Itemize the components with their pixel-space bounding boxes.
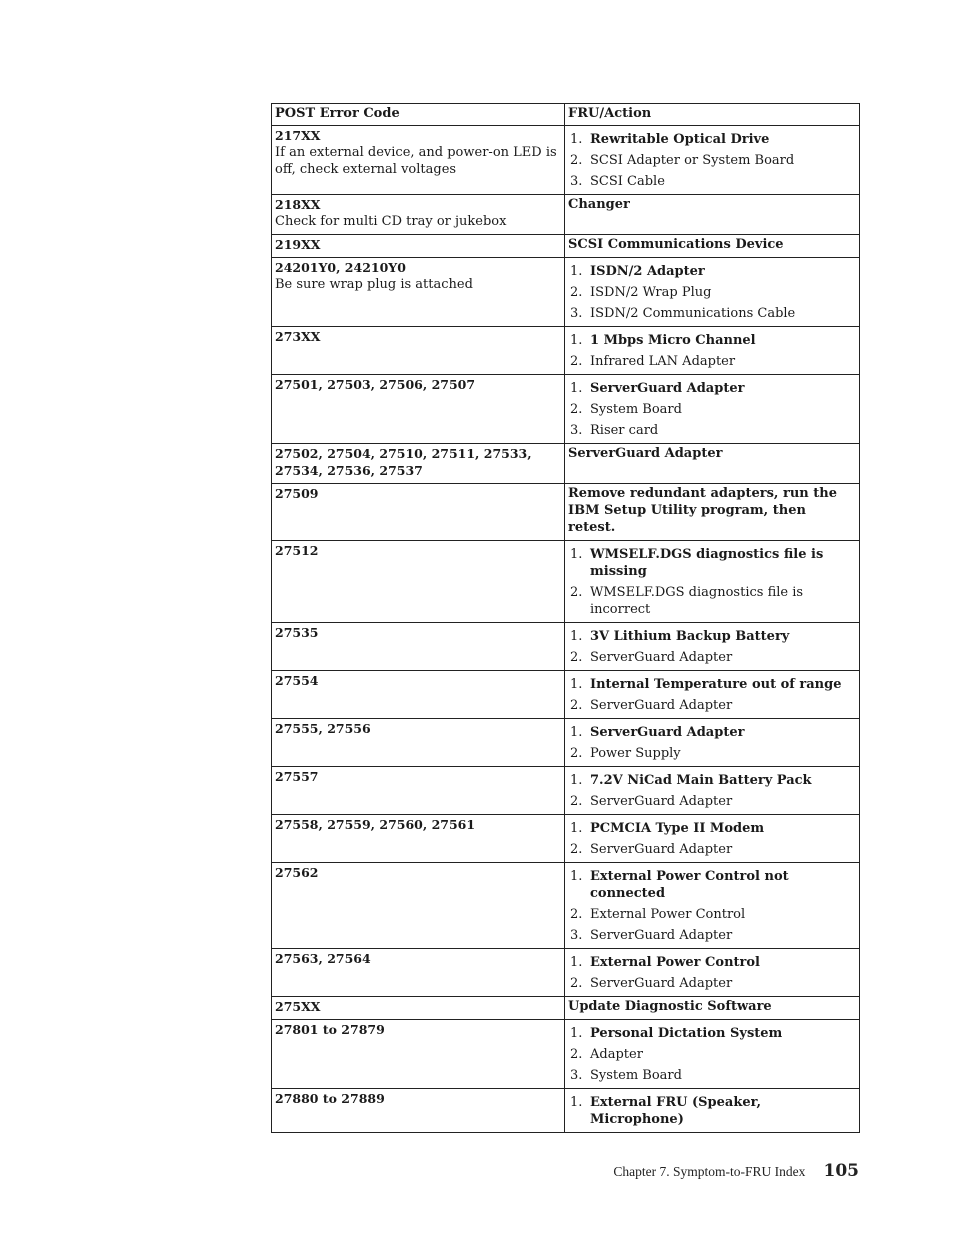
list-number: 3. bbox=[570, 1068, 583, 1083]
fru-item-text: WMSELF.DGS diagnostics file is missing bbox=[590, 547, 824, 579]
fru-action-cell bbox=[565, 195, 860, 235]
error-code: 27512 bbox=[275, 543, 319, 558]
table-body bbox=[272, 126, 860, 1133]
table-row bbox=[272, 195, 860, 235]
fru-list-item bbox=[568, 697, 857, 714]
fru-item-text: ISDN/2 Communications Cable bbox=[590, 306, 796, 321]
error-code: 27501, 27503, 27506, 27507 bbox=[275, 377, 476, 392]
fru-action-cell bbox=[565, 1020, 860, 1089]
fru-list bbox=[568, 868, 857, 944]
list-number: 1. bbox=[570, 1095, 583, 1110]
list-number: 2. bbox=[570, 354, 583, 369]
list-number: 3. bbox=[570, 306, 583, 321]
error-code: 27558, 27559, 27560, 27561 bbox=[275, 817, 476, 832]
fru-list-item bbox=[568, 353, 857, 370]
fru-list-item bbox=[568, 380, 857, 397]
error-code-cell bbox=[272, 258, 565, 327]
fru-item-text: ISDN/2 Wrap Plug bbox=[590, 285, 712, 300]
fru-table bbox=[271, 103, 860, 1133]
fru-action-cell bbox=[565, 949, 860, 997]
list-number: 1. bbox=[570, 725, 583, 740]
list-number: 1. bbox=[570, 677, 583, 692]
error-code-cell bbox=[272, 719, 565, 767]
fru-list-item bbox=[568, 284, 857, 301]
fru-item-text: 3V Lithium Backup Battery bbox=[590, 629, 790, 644]
fru-list-item bbox=[568, 628, 857, 645]
header-fru-action: FRU/Action bbox=[565, 104, 860, 126]
fru-item-text: Riser card bbox=[590, 423, 659, 438]
fru-item-text: ServerGuard Adapter bbox=[590, 381, 745, 396]
error-note: If an external device, and power-on LED is off, check external voltages bbox=[275, 145, 557, 177]
error-code: 27562 bbox=[275, 865, 319, 880]
list-number: 2. bbox=[570, 907, 583, 922]
table-row bbox=[272, 815, 860, 863]
fru-list-item bbox=[568, 820, 857, 837]
fru-item-text: ServerGuard Adapter bbox=[590, 650, 733, 665]
list-number: 3. bbox=[570, 928, 583, 943]
fru-action-cell bbox=[565, 671, 860, 719]
list-number: 2. bbox=[570, 746, 583, 761]
list-number: 3. bbox=[570, 423, 583, 438]
fru-item-text: Internal Temperature out of range bbox=[590, 677, 842, 692]
fru-list bbox=[568, 546, 857, 618]
fru-list bbox=[568, 628, 857, 666]
fru-action-cell bbox=[565, 235, 860, 258]
table-row bbox=[272, 126, 860, 195]
fru-item-text: ServerGuard Adapter bbox=[590, 725, 745, 740]
fru-list-item bbox=[568, 584, 857, 618]
fru-list-item bbox=[568, 868, 857, 902]
fru-item-text: 1 Mbps Micro Channel bbox=[590, 333, 756, 348]
fru-list-item bbox=[568, 401, 857, 418]
fru-list bbox=[568, 772, 857, 810]
fru-item-text: ServerGuard Adapter bbox=[590, 842, 733, 857]
error-code-cell bbox=[272, 444, 565, 484]
list-number: 2. bbox=[570, 153, 583, 168]
list-number: 2. bbox=[570, 698, 583, 713]
fru-item-text: ServerGuard Adapter bbox=[590, 698, 733, 713]
error-code: 27563, 27564 bbox=[275, 951, 371, 966]
fru-item-text: ServerGuard Adapter bbox=[590, 976, 733, 991]
table-row bbox=[272, 1020, 860, 1089]
fru-item-text: 7.2V NiCad Main Battery Pack bbox=[590, 773, 812, 788]
fru-list-item bbox=[568, 772, 857, 789]
fru-action-cell bbox=[565, 327, 860, 375]
fru-list-item bbox=[568, 927, 857, 944]
fru-item-text: PCMCIA Type II Modem bbox=[590, 821, 765, 836]
list-number: 1. bbox=[570, 264, 583, 279]
error-code-cell bbox=[272, 541, 565, 623]
fru-item-text: Personal Dictation System bbox=[590, 1026, 783, 1041]
list-number: 1. bbox=[570, 955, 583, 970]
fru-item-text: External Power Control bbox=[590, 955, 760, 970]
fru-list-item bbox=[568, 1094, 857, 1128]
list-number: 1. bbox=[570, 773, 583, 788]
error-code: 24201Y0, 24210Y0 bbox=[275, 260, 406, 275]
fru-action-cell bbox=[565, 863, 860, 949]
fru-action-text: Changer bbox=[568, 197, 630, 212]
fru-list-item bbox=[568, 422, 857, 439]
fru-list-item bbox=[568, 332, 857, 349]
error-code-cell bbox=[272, 375, 565, 444]
error-code-cell bbox=[272, 235, 565, 258]
fru-action-cell bbox=[565, 997, 860, 1020]
list-number: 1. bbox=[570, 547, 583, 562]
error-code: 27880 to 27889 bbox=[275, 1091, 385, 1106]
fru-action-cell bbox=[565, 126, 860, 195]
list-number: 1. bbox=[570, 869, 583, 884]
list-number: 2. bbox=[570, 842, 583, 857]
error-code: 218XX bbox=[275, 197, 321, 212]
table-row bbox=[272, 997, 860, 1020]
error-code-cell bbox=[272, 1020, 565, 1089]
fru-list bbox=[568, 1025, 857, 1084]
fru-item-text: ServerGuard Adapter bbox=[590, 794, 733, 809]
error-code: 27502, 27504, 27510, 27511, 27533, 27534, 27536, 27537 bbox=[275, 446, 532, 478]
fru-list-item bbox=[568, 263, 857, 280]
fru-item-text: ServerGuard Adapter bbox=[590, 928, 733, 943]
fru-list-item bbox=[568, 724, 857, 741]
fru-item-text: External Power Control not connected bbox=[590, 869, 789, 901]
fru-action-cell bbox=[565, 767, 860, 815]
table-row bbox=[272, 863, 860, 949]
header-post-error-code: POST Error Code bbox=[272, 104, 565, 126]
table-row bbox=[272, 949, 860, 997]
fru-item-text: Infrared LAN Adapter bbox=[590, 354, 736, 369]
error-code: 27509 bbox=[275, 486, 319, 501]
fru-list-item bbox=[568, 305, 857, 322]
list-number: 2. bbox=[570, 585, 583, 600]
fru-list bbox=[568, 131, 857, 190]
fru-list bbox=[568, 954, 857, 992]
error-code-cell bbox=[272, 997, 565, 1020]
table-row bbox=[272, 484, 860, 541]
fru-list bbox=[568, 676, 857, 714]
list-number: 1. bbox=[570, 1026, 583, 1041]
fru-item-text: External Power Control bbox=[590, 907, 746, 922]
error-code-cell bbox=[272, 1089, 565, 1133]
list-number: 1. bbox=[570, 821, 583, 836]
fru-list-item bbox=[568, 1025, 857, 1042]
error-code: 217XX bbox=[275, 128, 321, 143]
fru-item-text: External FRU (Speaker, Microphone) bbox=[590, 1095, 762, 1127]
fru-list-item bbox=[568, 906, 857, 923]
table-row bbox=[272, 235, 860, 258]
error-code: 27801 to 27879 bbox=[275, 1022, 385, 1037]
fru-item-text: WMSELF.DGS diagnostics file is incorrect bbox=[590, 585, 804, 617]
error-note: Check for multi CD tray or jukebox bbox=[275, 214, 507, 229]
table-row bbox=[272, 623, 860, 671]
fru-list-item bbox=[568, 649, 857, 666]
list-number: 1. bbox=[570, 333, 583, 348]
fru-list-item bbox=[568, 745, 857, 762]
error-code: 27557 bbox=[275, 769, 319, 784]
fru-action-cell bbox=[565, 484, 860, 541]
fru-list bbox=[568, 820, 857, 858]
fru-list-item bbox=[568, 131, 857, 148]
fru-item-text: Rewritable Optical Drive bbox=[590, 132, 770, 147]
fru-item-text: System Board bbox=[590, 1068, 682, 1083]
page-number: 105 bbox=[823, 1161, 859, 1181]
fru-action-text: SCSI Communications Device bbox=[568, 237, 784, 252]
fru-list-item bbox=[568, 841, 857, 858]
page-footer bbox=[613, 1161, 859, 1181]
fru-list bbox=[568, 332, 857, 370]
fru-item-text: Power Supply bbox=[590, 746, 681, 761]
fru-list-item bbox=[568, 1067, 857, 1084]
error-code-cell bbox=[272, 863, 565, 949]
error-code-cell bbox=[272, 815, 565, 863]
table-row bbox=[272, 671, 860, 719]
fru-list-item bbox=[568, 954, 857, 971]
list-number: 2. bbox=[570, 650, 583, 665]
fru-item-text: SCSI Adapter or System Board bbox=[590, 153, 795, 168]
fru-list bbox=[568, 380, 857, 439]
table-row bbox=[272, 444, 860, 484]
error-code: 27535 bbox=[275, 625, 319, 640]
list-number: 1. bbox=[570, 132, 583, 147]
error-code-cell bbox=[272, 327, 565, 375]
error-code-cell bbox=[272, 671, 565, 719]
error-code-cell bbox=[272, 623, 565, 671]
fru-list-item bbox=[568, 152, 857, 169]
fru-action-cell bbox=[565, 444, 860, 484]
fru-action-text: Remove redundant adapters, run the IBM Setup Utility program, then retest. bbox=[568, 486, 837, 535]
fru-action-cell bbox=[565, 719, 860, 767]
fru-action-cell bbox=[565, 375, 860, 444]
error-code: 273XX bbox=[275, 329, 321, 344]
fru-item-text: SCSI Cable bbox=[590, 174, 665, 189]
list-number: 1. bbox=[570, 381, 583, 396]
fru-list-item bbox=[568, 1046, 857, 1063]
fru-item-text: System Board bbox=[590, 402, 682, 417]
error-code: 27554 bbox=[275, 673, 319, 688]
error-code-cell bbox=[272, 195, 565, 235]
error-code: 27555, 27556 bbox=[275, 721, 371, 736]
table-row bbox=[272, 375, 860, 444]
error-code-cell bbox=[272, 949, 565, 997]
table-header-row bbox=[272, 104, 860, 126]
chapter-title: Chapter 7. Symptom-to-FRU Index bbox=[613, 1164, 806, 1179]
fru-action-text: ServerGuard Adapter bbox=[568, 446, 723, 461]
table-row bbox=[272, 327, 860, 375]
fru-action-cell bbox=[565, 258, 860, 327]
fru-action-cell bbox=[565, 815, 860, 863]
error-code-cell bbox=[272, 767, 565, 815]
error-code-cell bbox=[272, 126, 565, 195]
list-number: 2. bbox=[570, 794, 583, 809]
list-number: 2. bbox=[570, 402, 583, 417]
list-number: 2. bbox=[570, 976, 583, 991]
error-code: 275XX bbox=[275, 999, 321, 1014]
error-code-cell bbox=[272, 484, 565, 541]
table-row bbox=[272, 767, 860, 815]
fru-list-item bbox=[568, 173, 857, 190]
fru-item-text: ISDN/2 Adapter bbox=[590, 264, 705, 279]
error-code: 219XX bbox=[275, 237, 321, 252]
fru-list-item bbox=[568, 546, 857, 580]
error-note: Be sure wrap plug is attached bbox=[275, 277, 473, 292]
list-number: 3. bbox=[570, 174, 583, 189]
table-row bbox=[272, 719, 860, 767]
list-number: 2. bbox=[570, 285, 583, 300]
fru-list-item bbox=[568, 975, 857, 992]
fru-list-item bbox=[568, 793, 857, 810]
fru-list bbox=[568, 1094, 857, 1128]
fru-list bbox=[568, 724, 857, 762]
table-row bbox=[272, 1089, 860, 1133]
list-number: 1. bbox=[570, 629, 583, 644]
fru-list bbox=[568, 263, 857, 322]
fru-action-cell bbox=[565, 1089, 860, 1133]
fru-list-item bbox=[568, 676, 857, 693]
table-row bbox=[272, 258, 860, 327]
fru-action-cell bbox=[565, 623, 860, 671]
fru-action-cell bbox=[565, 541, 860, 623]
fru-item-text: Adapter bbox=[590, 1047, 643, 1062]
list-number: 2. bbox=[570, 1047, 583, 1062]
table-row bbox=[272, 541, 860, 623]
fru-action-text: Update Diagnostic Software bbox=[568, 999, 772, 1014]
